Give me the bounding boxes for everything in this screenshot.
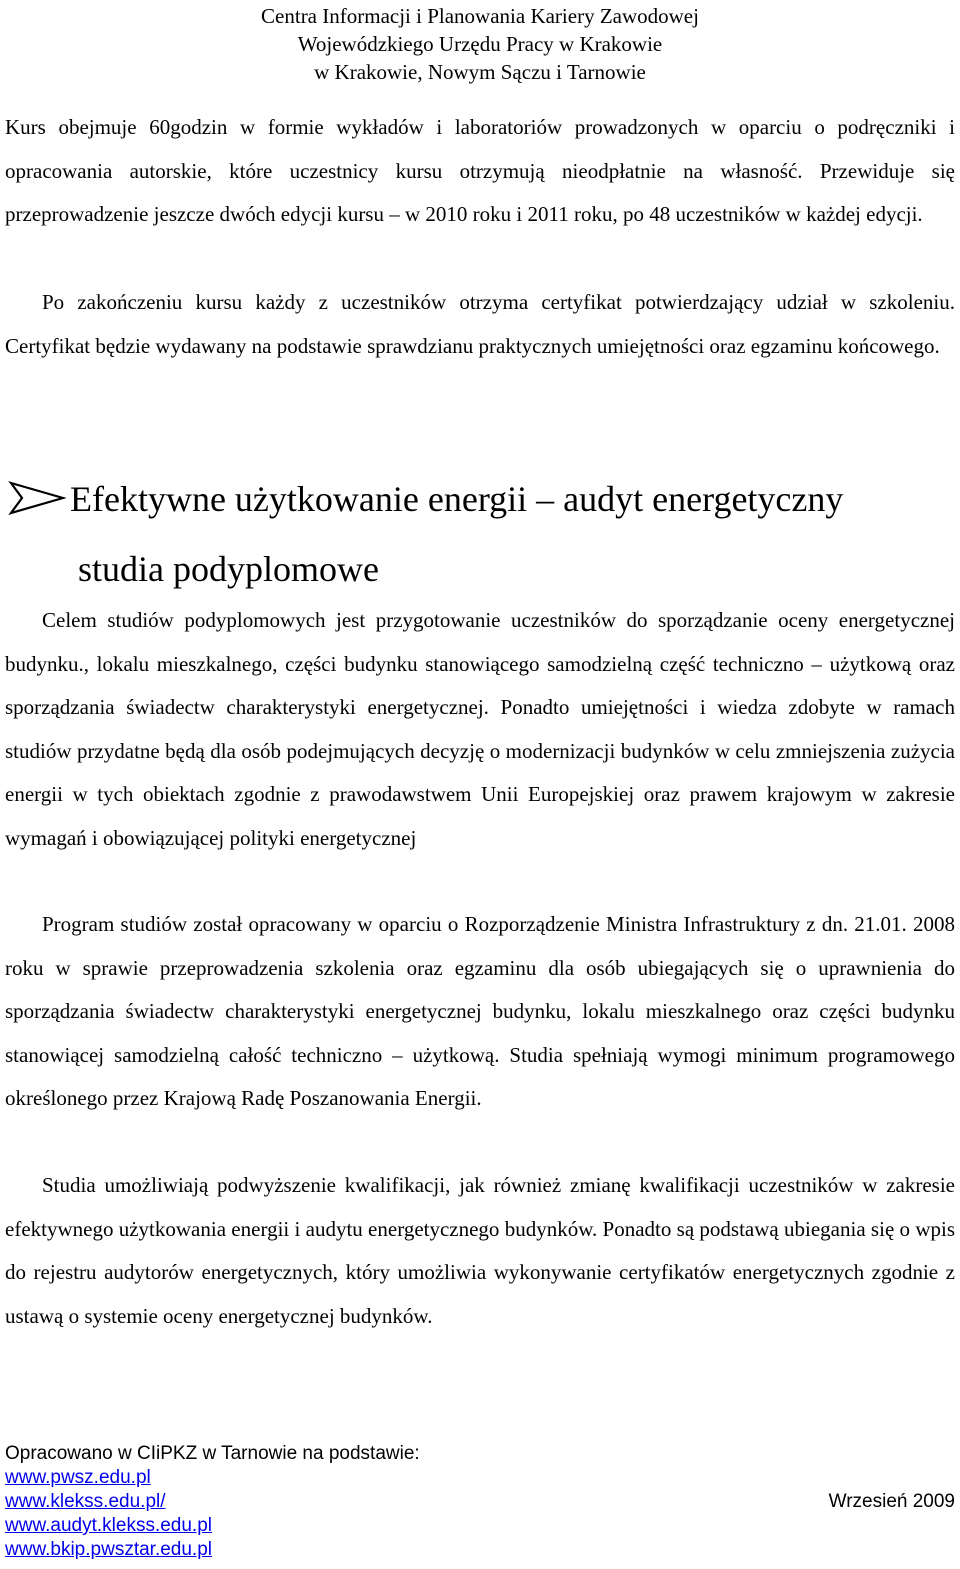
document-header xyxy=(0,2,960,86)
section-paragraph-1: Celem studiów podyplomowych jest przygotowanie uczestników do sporządzanie oceny energetycznej budynku., lokalu mieszkalnego, części budynku stanowiącego samodzielną część techniczno – użytkową oraz sporządzania świadectw charakterystyki energetycznej. Ponadto umiejętności i wiedza zdobyte w ramach studiów przydatne będą dla osób podejmujących decyzję o modernizacji budynków w celu zmniejszenia zużycia energii w tych obiektach zgodnie z prawodawstwem Unii Europejskiej oraz prawem krajowym w zakresie wymagań i obowiązującej polityki energetycznej xyxy=(5,608,955,850)
intro-paragraph-1: Kurs obejmuje 60godzin w formie wykładów i laboratoriów prowadzonych w oparciu o podręczniki i opracowania autorskie, które uczestnicy kursu otrzymują nieodpłatnie na własność. Przewiduje się przeprowadzenie jeszcze dwóch edycji kursu – w 2010 roku i 2011 roku, po 48 uczestników w każdej edycji. xyxy=(5,115,955,226)
source-link-klekss[interactable]: www.klekss.edu.pl/ xyxy=(5,1491,166,1512)
header-line-3: w Krakowie, Nowym Sączu i Tarnowie xyxy=(314,60,646,84)
source-label: Opracowano w CIiPKZ w Tarnowie na podstawie: xyxy=(5,1443,420,1464)
header-line-1: Centra Informacji i Planowania Kariery Zawodowej xyxy=(261,4,699,28)
intro-paragraph-2: Po zakończeniu kursu każdy z uczestników otrzyma certyfikat potwierdzający udział w szkoleniu. Certyfikat będzie wydawany na podstawie sprawdzianu praktycznych umiejętności oraz egzaminu końcowego. xyxy=(5,290,955,358)
section-paragraph-2: Program studiów został opracowany w oparciu o Rozporządzenie Ministra Infrastruktury z dn. 21.01. 2008 roku w sprawie przeprowadzenia szkolenia oraz egzaminu dla osób ubiegających się o uprawnienia do sporządzania świadectw charakterystyki energetycznej budynku, lokalu mieszkalnego oraz części budynku stanowiącej samodzielną całość techniczno – użytkową. Studia spełniają wymogi minimum programowego określonego przez Krajową Radę Poszanowania Energii. xyxy=(5,912,955,1110)
source-link-audyt-klekss[interactable]: www.audyt.klekss.edu.pl xyxy=(5,1515,212,1536)
header-line-2: Wojewódzkiego Urzędu Pracy w Krakowie xyxy=(297,32,663,56)
section-title-line-2: studia podyplomowe xyxy=(78,548,379,589)
section-heading xyxy=(8,466,958,602)
document-footer xyxy=(5,1442,955,1562)
source-link-bkip-pwsztar[interactable]: www.bkip.pwsztar.edu.pl xyxy=(5,1539,212,1560)
source-link-pwsz[interactable]: www.pwsz.edu.pl xyxy=(5,1467,151,1488)
footer-date: Wrzesień 2009 xyxy=(828,1491,955,1512)
section-paragraph-3: Studia umożliwiają podwyższenie kwalifikacji, jak również zmianę kwalifikacji uczestników w zakresie efektywnego użytkowania energii i audytu energetycznego budynków. Ponadto są podstawą ubiegania się o wpis do rejestru audytorów energetycznych, który umożliwia wykonywanie certyfikatów energetycznych zgodnie z ustawą o systemie oceny energetycznej budynków. xyxy=(5,1173,955,1328)
arrow-bullet-icon xyxy=(8,470,70,536)
section-title-line-1: Efektywne użytkowanie energii – audyt energetyczny xyxy=(70,479,844,519)
